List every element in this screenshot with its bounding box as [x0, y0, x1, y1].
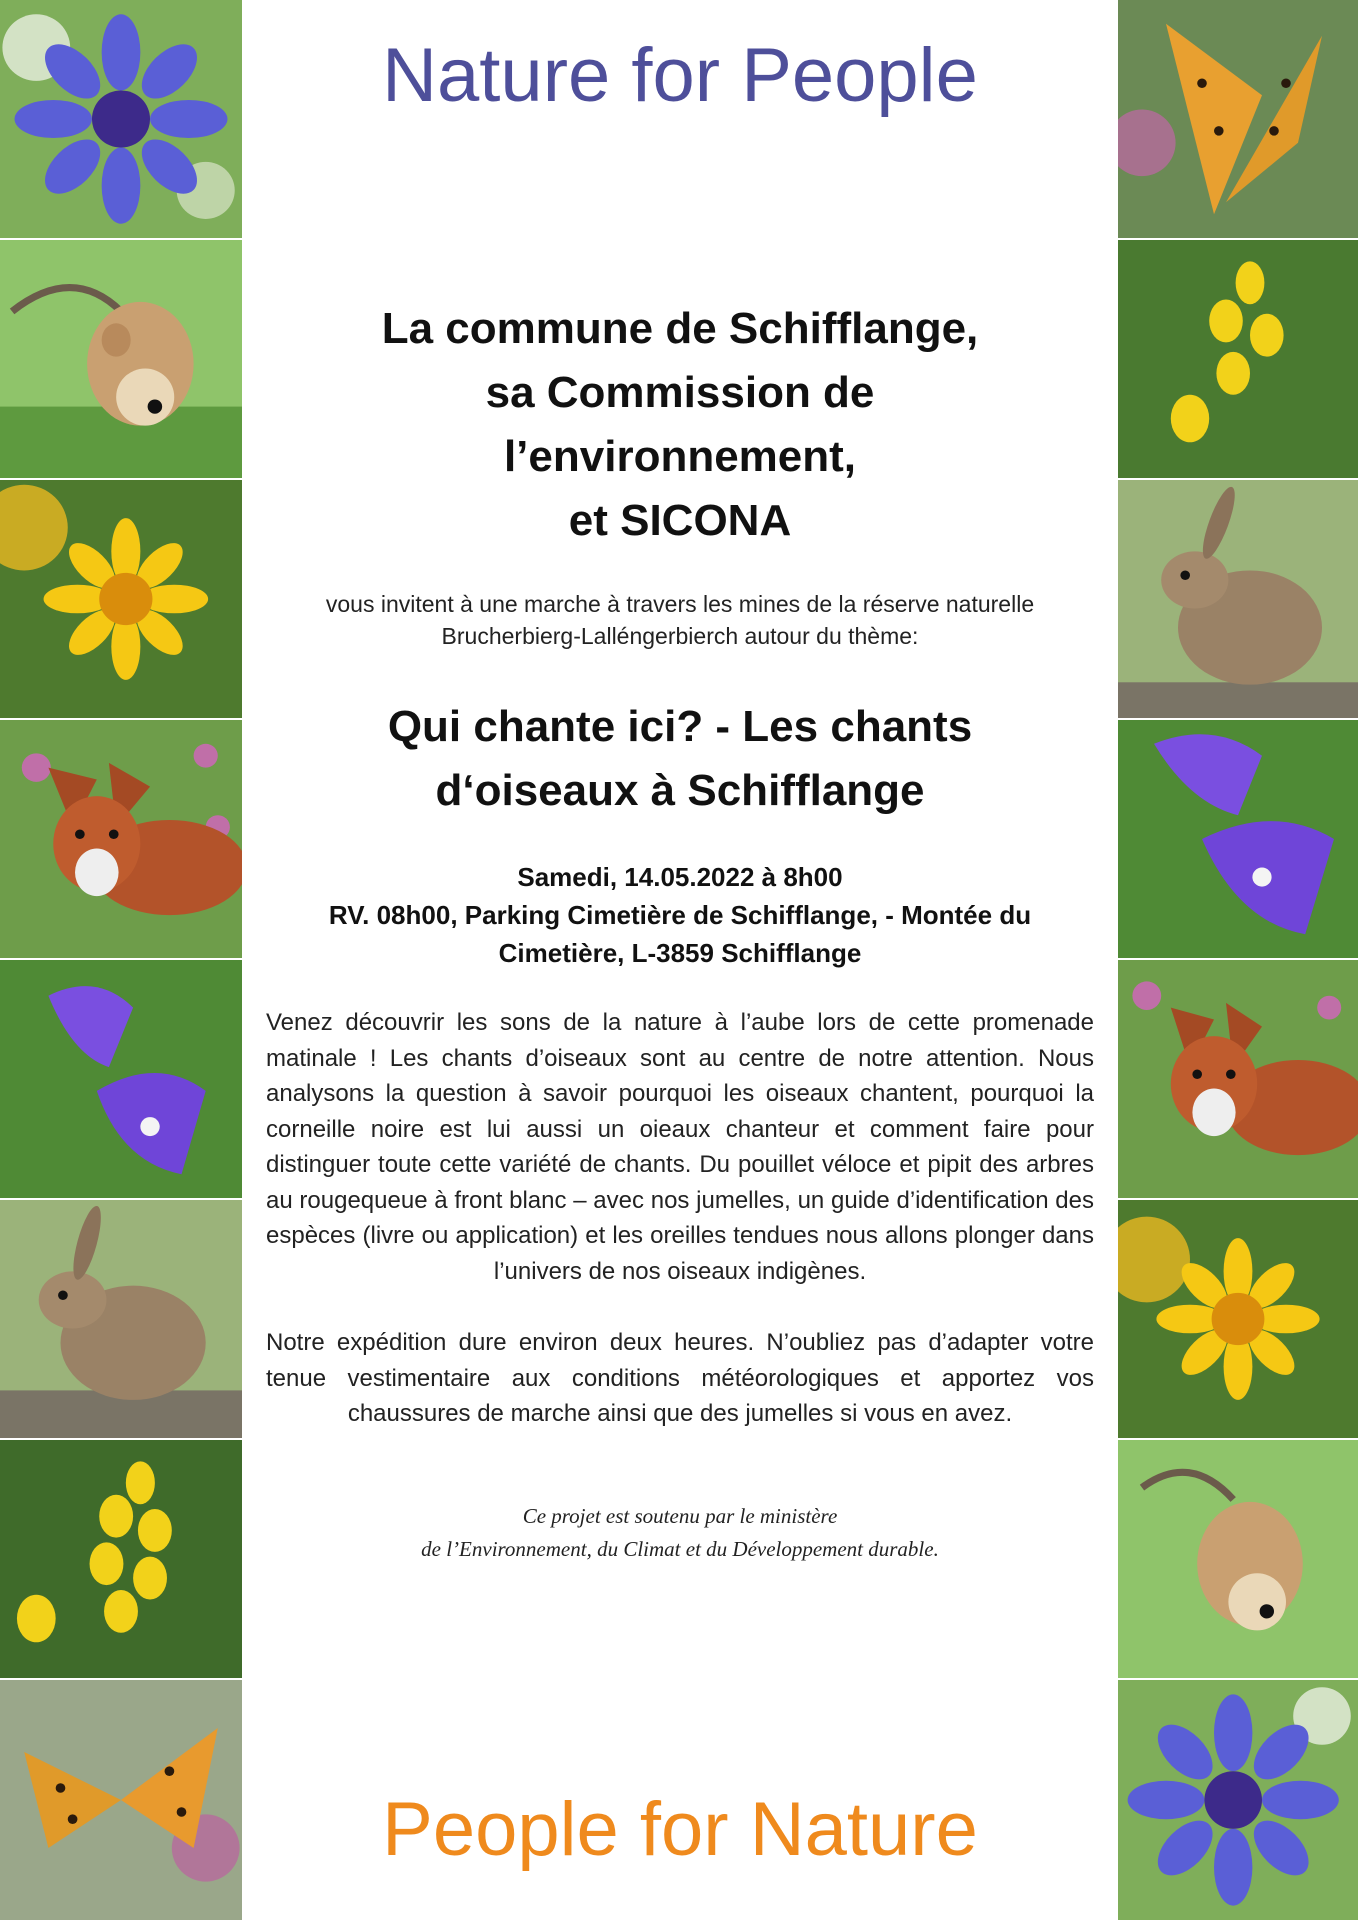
- broom-flower-photo: [1118, 240, 1358, 478]
- intro-line: vous invitent à une marche à travers les mines de la réserve naturelle: [325, 591, 1035, 617]
- description-paragraph: Venez découvrir les sons de la nature à l’aube lors de cette promenade matinale ! Les chants d’oiseaux sont au centre de notre attention. Nous analysons la question à savoir pourquoi les oiseaux chantent, pourquoi la corneille noire est lui aussi un oieaux chanteur et comment faire pour distinguer toute cette variété de chants. Du pouillet véloce et pipit des arbres au rougequeue à front blanc – avec nos jumelles, un guide d’identification des espèces (livre ou application) et les oreilles tendues nous allons plonger dans l’univers de nos oiseaux indigènes.: [266, 1009, 1094, 1285]
- broom-flower-photo: [0, 1440, 242, 1678]
- support-line: Ce projet est soutenu par le ministère: [522, 1504, 838, 1528]
- support-note: [242, 1500, 1118, 1566]
- support-line: de l’Environnement, du Climat et du Développement durable.: [421, 1537, 939, 1561]
- right-photo-column: [1118, 0, 1358, 1920]
- practical-info-paragraph: Notre expédition dure environ deux heures. N’oubliez pas d’adapter votre tenue vestimentaire aux conditions météorologiques et apportez vos chaussures de marche ainsi que des jumelles si vous en avez.: [266, 1329, 1094, 1427]
- yellow-daisy-photo: [1118, 1200, 1358, 1438]
- cornflower-photo: [0, 0, 242, 238]
- bellflower-photo: [0, 960, 242, 1198]
- fritillary-butterfly-photo: [0, 1680, 242, 1920]
- dormouse-photo: [1118, 1440, 1358, 1678]
- event-title-line: d‘oiseaux à Schifflange: [435, 766, 925, 815]
- dormouse-photo: [0, 240, 242, 478]
- hare-photo: [0, 1200, 242, 1438]
- header-motto: Nature for People: [382, 33, 978, 118]
- organisers-heading: [242, 297, 1118, 553]
- invitation-intro: [272, 588, 1088, 652]
- organisers-line: et SICONA: [568, 496, 792, 545]
- meeting-point-line: Cimetière, L-3859 Schifflange: [498, 938, 862, 968]
- fox-photo: [0, 720, 242, 958]
- content-panel: [242, 0, 1118, 1920]
- yellow-daisy-photo: [0, 480, 242, 718]
- bellflower-photo: [1118, 720, 1358, 958]
- intro-line: Brucherbierg-Lalléngerbierch autour du thème:: [441, 623, 919, 649]
- event-title: [242, 695, 1118, 823]
- fox-photo: [1118, 960, 1358, 1198]
- left-photo-column: [0, 0, 242, 1920]
- hare-photo: [1118, 480, 1358, 718]
- organisers-line: l’environnement,: [503, 432, 857, 481]
- event-title-line: Qui chante ici? - Les chants: [387, 702, 973, 751]
- cornflower-photo: [1118, 1680, 1358, 1920]
- event-date: Samedi, 14.05.2022 à 8h00: [517, 862, 843, 892]
- footer-motto: People for Nature: [382, 1787, 978, 1872]
- event-details: [262, 858, 1098, 972]
- meeting-point-line: RV. 08h00, Parking Cimetière de Schifflange, - Montée du: [328, 900, 1032, 930]
- fritillary-butterfly-photo: [1118, 0, 1358, 238]
- organisers-line: sa Commission de: [485, 368, 875, 417]
- organisers-line: La commune de Schifflange,: [381, 304, 979, 353]
